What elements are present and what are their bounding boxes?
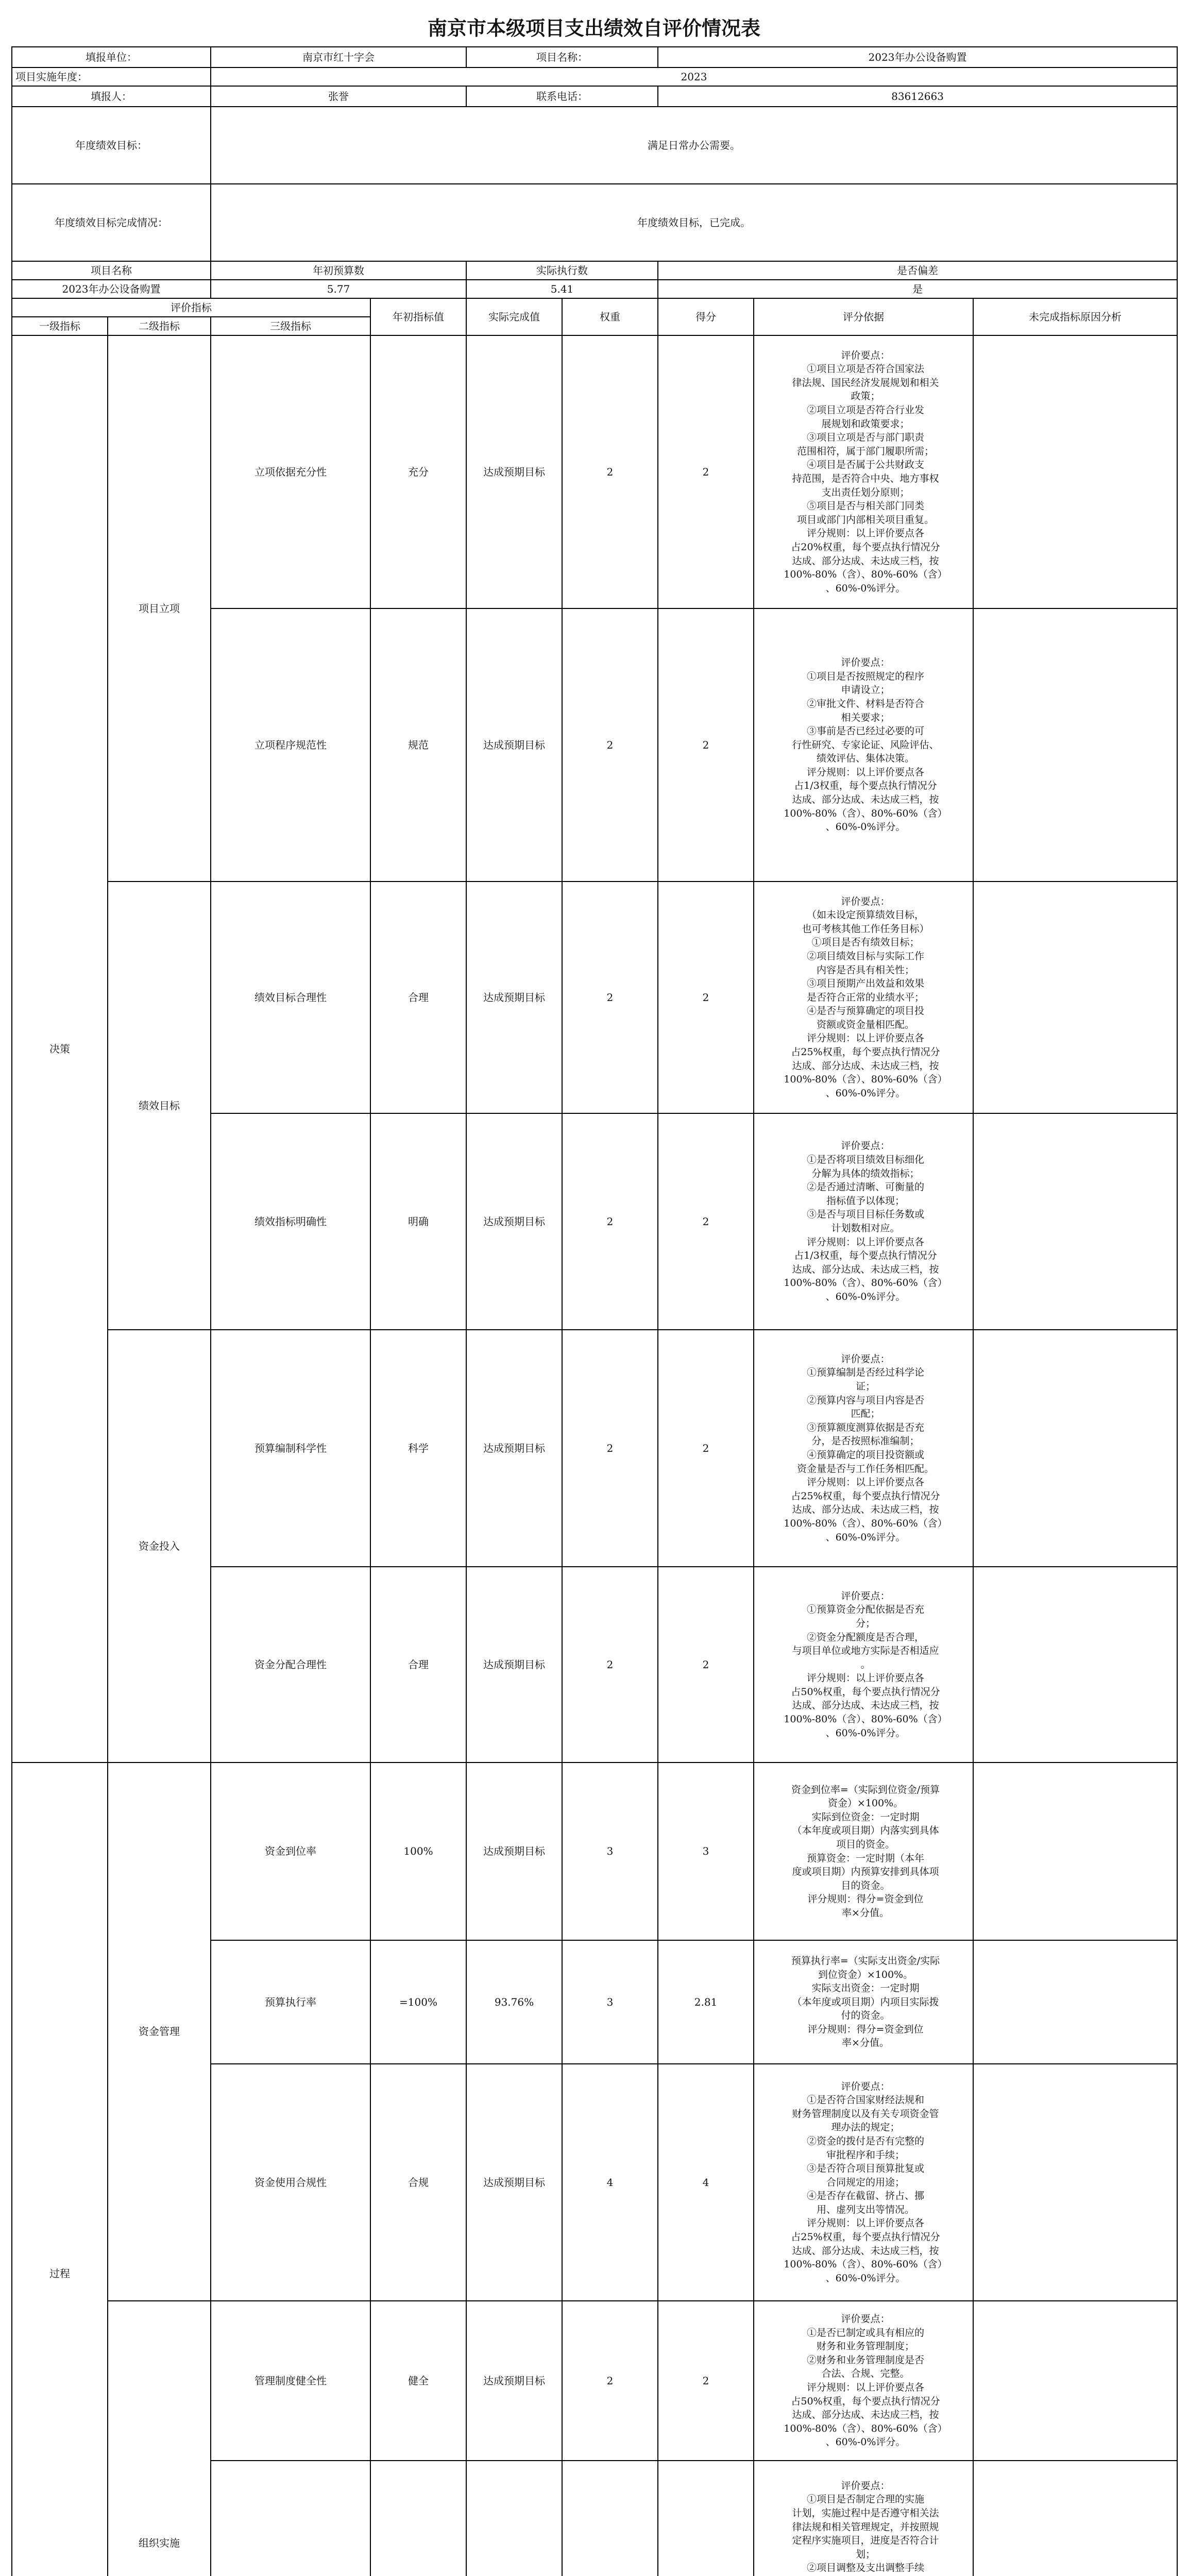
weight-cell: 2 bbox=[562, 1113, 658, 1330]
basis-line: 达成、部分达成、未达成三档，按 bbox=[792, 2245, 939, 2257]
basis-line: 占1/3权重，每个要点执行情况分 bbox=[794, 780, 937, 792]
basis-line: 支出责任划分原则； bbox=[821, 486, 910, 498]
page-title: 南京市本级项目支出绩效自评价情况表 bbox=[427, 16, 760, 40]
basis-line: 100%-80%（含）、80%-60%（含） bbox=[784, 2422, 947, 2434]
unit-value: 南京市红十字会 bbox=[211, 47, 466, 67]
basis-line: 占50%权重，每个要点执行情况分 bbox=[791, 1686, 940, 1698]
basis-line: ①项目是否按照规定的程序 bbox=[806, 670, 924, 682]
indicator-row bbox=[12, 882, 1177, 1113]
basis-line: 评价要点： bbox=[841, 2313, 890, 2325]
basis-line: 、60%-0%评分。 bbox=[825, 1727, 906, 1739]
level3-cell: 立项依据充分性 bbox=[211, 335, 370, 608]
basis-line: 评价要点： bbox=[841, 657, 890, 669]
target-cell bbox=[370, 2461, 466, 2576]
phone-value: 83612663 bbox=[658, 86, 1177, 107]
basis-cell bbox=[754, 2301, 973, 2461]
basis-line: ②是否通过清晰、可衡量的 bbox=[806, 1181, 924, 1193]
basis-line: 、60%-0%评分。 bbox=[825, 821, 906, 833]
target-cell: 100% bbox=[370, 1762, 466, 1940]
basis-line: 理办法的规定； bbox=[831, 2122, 900, 2133]
col-level3: 三级指标 bbox=[211, 317, 370, 335]
basis-line: 占25%权重，每个要点执行情况分 bbox=[791, 1046, 940, 1058]
basis-cell bbox=[754, 882, 973, 1113]
basis-line: 达成、部分达成、未达成三档，按 bbox=[792, 1060, 939, 1072]
basis-line: 资金量是否与工作任务相匹配。 bbox=[796, 1463, 934, 1475]
level3-cell: 资金使用合规性 bbox=[211, 2064, 370, 2301]
score-cell: 2 bbox=[658, 1113, 754, 1330]
weight-cell: 2 bbox=[562, 335, 658, 608]
level2-project-setup: 项目立项 bbox=[108, 335, 211, 882]
basis-line: 评分规则：以上评价要点各 bbox=[806, 528, 924, 539]
project-name-label: 项目名称： bbox=[466, 47, 658, 67]
basis-line: 达成、部分达成、未达成三档，按 bbox=[792, 2409, 939, 2421]
col-reason: 未完成指标原因分析 bbox=[973, 298, 1177, 335]
target-cell: 合理 bbox=[370, 1567, 466, 1762]
basis-line: 达成、部分达成、未达成三档，按 bbox=[792, 1263, 939, 1275]
weight-cell bbox=[562, 2461, 658, 2576]
level2-fund-input: 资金投入 bbox=[108, 1330, 211, 1762]
basis-line: 评价要点： bbox=[841, 1590, 890, 1602]
target-cell: 规范 bbox=[370, 608, 466, 882]
basis-cell bbox=[754, 2461, 973, 2576]
level3-cell: 绩效目标合理性 bbox=[211, 882, 370, 1113]
annual-goal-value: 满足日常办公需要。 bbox=[211, 107, 1177, 184]
basis-line: 资金）×100%。 bbox=[827, 1798, 904, 1809]
basis-line: ①预算编制是否经过科学论 bbox=[806, 1367, 924, 1379]
budget-value-row bbox=[12, 280, 1177, 298]
weight-cell: 2 bbox=[562, 1567, 658, 1762]
basis-line: 付的资金。 bbox=[841, 2010, 890, 2022]
basis-cell bbox=[754, 1113, 973, 1330]
basis-line: 实际支出资金：一定时期 bbox=[811, 1982, 920, 1994]
basis-line: 评分规则：以上评价要点各 bbox=[806, 1672, 924, 1684]
basis-line: 评价要点： bbox=[841, 1353, 890, 1365]
unit-label: 填报单位： bbox=[12, 47, 211, 67]
basis-line: 计划，实施过程中是否遵守相关法 bbox=[792, 2507, 939, 2519]
basis-line: ②项目绩效目标与实际工作 bbox=[806, 950, 924, 962]
basis-line: 占50%权重，每个要点执行情况分 bbox=[791, 2395, 940, 2407]
basis-line: 政策； bbox=[851, 391, 880, 402]
basis-line: ⑤项目是否与相关部门同类 bbox=[806, 500, 924, 512]
filler-label: 填报人： bbox=[12, 86, 211, 107]
score-cell: 2 bbox=[658, 335, 754, 608]
score-cell: 3 bbox=[658, 1762, 754, 1940]
score-cell: 2 bbox=[658, 1330, 754, 1567]
basis-line: ③预算额度测算依据是否充 bbox=[806, 1421, 924, 1433]
basis-line: 分； bbox=[855, 1617, 875, 1629]
basis-line: 实际到位资金：一定时期 bbox=[811, 1811, 920, 1823]
info-row-annual-goal bbox=[12, 107, 1177, 184]
budget-adjusted-value: 是 bbox=[658, 280, 1177, 298]
actual-cell bbox=[466, 2461, 562, 2576]
target-cell: 合规 bbox=[370, 2064, 466, 2301]
info-row-goal-done bbox=[12, 184, 1177, 261]
basis-line: 律法规、国民经济发展规划和相关 bbox=[792, 377, 939, 388]
score-cell: 2.81 bbox=[658, 1940, 754, 2064]
basis-line: 评分规则：得分=资金到位 bbox=[807, 2023, 924, 2035]
year-value: 2023 bbox=[211, 67, 1177, 86]
annual-goal-label: 年度绩效目标： bbox=[12, 107, 211, 184]
basis-line: ①项目是否有绩效目标； bbox=[811, 937, 920, 948]
budget-initial-value: 5.77 bbox=[211, 280, 466, 298]
basis-line: 评价要点： bbox=[841, 349, 890, 361]
phone-label: 联系电话： bbox=[466, 86, 658, 107]
basis-line: 财务管理制度以及有关专项资金管 bbox=[792, 2108, 939, 2120]
basis-line: ④是否存在截留、挤占、挪 bbox=[806, 2190, 924, 2202]
basis-line: ③项目预期产出效益和效果 bbox=[806, 978, 924, 990]
reason-cell bbox=[973, 1567, 1177, 1762]
basis-line: ④预算确定的项目投资额或 bbox=[806, 1449, 924, 1461]
basis-line: （本年度或项目期）内项目实际拨 bbox=[792, 1996, 939, 2008]
basis-line: 内容是否具有相关性； bbox=[816, 964, 914, 976]
actual-cell: 达成预期目标 bbox=[466, 608, 562, 882]
filler-value: 张誉 bbox=[211, 86, 466, 107]
basis-line: 评分规则：以上评价要点各 bbox=[806, 1236, 924, 1248]
basis-line: ①项目立项是否符合国家法 bbox=[806, 363, 924, 375]
score-cell: 2 bbox=[658, 882, 754, 1113]
basis-line: 100%-80%（含）、80%-60%（含） bbox=[784, 2259, 947, 2270]
basis-line: 占25%权重，每个要点执行情况分 bbox=[791, 1490, 940, 1502]
basis-line: 占1/3权重，每个要点执行情况分 bbox=[794, 1250, 937, 1262]
basis-line: 占20%权重，每个要点执行情况分 bbox=[791, 541, 940, 553]
reason-cell bbox=[973, 1330, 1177, 1567]
basis-line: ②项目立项是否符合行业发 bbox=[806, 404, 924, 416]
basis-line: ①项目是否制定合理的实施 bbox=[806, 2494, 924, 2505]
basis-line: ①是否已制定或具有相应的 bbox=[806, 2327, 924, 2338]
basis-line: 评分规则：以上评价要点各 bbox=[806, 2382, 924, 2393]
basis-line: 、60%-0%评分。 bbox=[825, 1087, 906, 1099]
actual-cell: 达成预期目标 bbox=[466, 1113, 562, 1330]
basis-line: 、60%-0%评分。 bbox=[825, 1531, 906, 1543]
basis-line: 达成、部分达成、未达成三档，按 bbox=[792, 555, 939, 567]
actual-cell: 达成预期目标 bbox=[466, 2064, 562, 2301]
basis-line: （本年度或项目期）内落实到具体 bbox=[792, 1825, 939, 1837]
basis-line: 持范围，是否符合中央、地方事权 bbox=[792, 473, 939, 484]
basis-line: ③是否符合项目预算批复或 bbox=[806, 2163, 924, 2175]
level3-cell: 预算执行率 bbox=[211, 1940, 370, 2064]
basis-line: 与项目单位或地方实际是否相适应 bbox=[792, 1645, 939, 1657]
level2-fund-mgmt: 资金管理 bbox=[108, 1762, 211, 2301]
basis-line: 评分规则：以上评价要点各 bbox=[806, 766, 924, 778]
score-cell: 2 bbox=[658, 2301, 754, 2461]
basis-line: ①是否符合国家财经法规和 bbox=[806, 2094, 924, 2106]
basis-line: 申请设立； bbox=[841, 684, 890, 696]
basis-line: 到位资金）×100%。 bbox=[818, 1969, 913, 1980]
basis-line: 达成、部分达成、未达成三档，按 bbox=[792, 1700, 939, 1711]
indicator-header-row-1 bbox=[12, 298, 1177, 317]
goal-done-label: 年度绩效目标完成情况： bbox=[12, 184, 211, 261]
basis-line: 100%-80%（含）、80%-60%（含） bbox=[784, 1074, 947, 1086]
basis-line: 度或项目期）内预算安排到具体项 bbox=[792, 1866, 939, 1878]
score-cell: 2 bbox=[658, 608, 754, 882]
actual-cell: 93.76% bbox=[466, 1940, 562, 2064]
level3-cell: 管理制度健全性 bbox=[211, 2301, 370, 2461]
project-name-value: 2023年办公设备购置 bbox=[658, 47, 1177, 67]
basis-line: 资额或资金量相匹配。 bbox=[816, 1019, 914, 1030]
reason-cell bbox=[973, 882, 1177, 1113]
score-cell: 4 bbox=[658, 2064, 754, 2301]
basis-line: 评分规则：得分=资金到位 bbox=[807, 1893, 924, 1905]
basis-line: 展规划和政策要求； bbox=[821, 418, 910, 430]
basis-line: 占25%权重，每个要点执行情况分 bbox=[791, 2231, 940, 2243]
basis-line: 财务和业务管理制度； bbox=[816, 2341, 914, 2352]
self-evaluation-table bbox=[11, 46, 1178, 2576]
basis-line: 、60%-0%评分。 bbox=[825, 2436, 906, 2448]
basis-line: 律法规和相关管理规定，并按照规 bbox=[792, 2521, 939, 2533]
basis-line: 评分规则：以上评价要点各 bbox=[806, 1032, 924, 1044]
basis-line: 率×分值。 bbox=[842, 1907, 889, 1919]
actual-cell: 达成预期目标 bbox=[466, 882, 562, 1113]
basis-line: 是否符合正常的业绩水平； bbox=[806, 991, 924, 1003]
budget-col-project: 项目名称 bbox=[12, 261, 211, 280]
basis-line: ④项目是否属于公共财政支 bbox=[806, 459, 924, 471]
level2-perf-goal: 绩效目标 bbox=[108, 882, 211, 1330]
level3-cell: 资金到位率 bbox=[211, 1762, 370, 1940]
basis-line: ②资金分配额度是否合理， bbox=[806, 1631, 924, 1643]
budget-col-actual: 实际执行数 bbox=[466, 261, 658, 280]
basis-line: 评价要点： bbox=[841, 2480, 890, 2492]
col-score: 得分 bbox=[658, 298, 754, 335]
year-label: 项目实施年度： bbox=[12, 67, 211, 86]
basis-cell bbox=[754, 1567, 973, 1762]
target-cell: 科学 bbox=[370, 1330, 466, 1567]
info-row-year bbox=[12, 67, 1177, 86]
actual-cell: 达成预期目标 bbox=[466, 2301, 562, 2461]
basis-line: ④是否与预算确定的项目投 bbox=[806, 1005, 924, 1017]
target-cell: 明确 bbox=[370, 1113, 466, 1330]
basis-line: 也可考核其他工作任务目标） bbox=[802, 923, 929, 935]
basis-line: ②财务和业务管理制度是否 bbox=[806, 2354, 924, 2366]
level3-cell: 立项程序规范性 bbox=[211, 608, 370, 882]
level3-cell: 预算编制科学性 bbox=[211, 1330, 370, 1567]
budget-col-initial: 年初预算数 bbox=[211, 261, 466, 280]
basis-line: 合同规定的用途； bbox=[826, 2176, 905, 2188]
indicator-row bbox=[12, 335, 1177, 608]
basis-line: 。 bbox=[860, 1658, 871, 1670]
basis-line: 达成、部分达成、未达成三档，按 bbox=[792, 1504, 939, 1516]
basis-line: 、60%-0%评分。 bbox=[825, 2272, 906, 2284]
actual-cell: 达成预期目标 bbox=[466, 1762, 562, 1940]
basis-line: 匹配； bbox=[851, 1408, 880, 1420]
basis-cell bbox=[754, 335, 973, 608]
basis-line: 100%-80%（含）、80%-60%（含） bbox=[784, 1277, 947, 1289]
target-cell: 健全 bbox=[370, 2301, 466, 2461]
col-level1: 一级指标 bbox=[12, 317, 108, 335]
level1-decision: 决策 bbox=[12, 335, 108, 1762]
basis-line: ③项目立项是否与部门职责 bbox=[806, 432, 924, 444]
basis-line: ②审批文件、材料是否符合 bbox=[806, 698, 924, 709]
basis-line: 范围相符，属于部门履职所需； bbox=[796, 445, 934, 457]
basis-cell bbox=[754, 2064, 973, 2301]
level3-cell: 资金分配合理性 bbox=[211, 1567, 370, 1762]
basis-line: 率×分值。 bbox=[842, 2037, 889, 2049]
budget-header-row bbox=[12, 261, 1177, 280]
basis-line: 分，是否按照标准编制； bbox=[811, 1435, 920, 1447]
reason-cell bbox=[973, 2064, 1177, 2301]
basis-line: 评分规则：以上评价要点各 bbox=[806, 2217, 924, 2229]
actual-cell: 达成预期目标 bbox=[466, 1567, 562, 1762]
reason-cell bbox=[973, 335, 1177, 608]
basis-line: （如未设定预算绩效目标， bbox=[806, 909, 924, 921]
weight-cell: 2 bbox=[562, 608, 658, 882]
basis-line: 100%-80%（含）、80%-60%（含） bbox=[784, 807, 947, 819]
basis-line: 资金到位率=（实际到位资金/预算 bbox=[791, 1784, 940, 1795]
basis-line: ①是否将项目绩效目标细化 bbox=[806, 1154, 924, 1166]
basis-line: 绩效评估、集体决策。 bbox=[816, 753, 914, 765]
basis-line: 、60%-0%评分。 bbox=[825, 1291, 906, 1302]
weight-cell: 2 bbox=[562, 1330, 658, 1567]
budget-actual-value: 5.41 bbox=[466, 280, 658, 298]
basis-line: ②资金的拨付是否有完整的 bbox=[806, 2135, 924, 2147]
basis-line: 评价要点： bbox=[841, 1140, 890, 1152]
indicator-row bbox=[12, 1762, 1177, 1940]
basis-line: 100%-80%（含）、80%-60%（含） bbox=[784, 1714, 947, 1725]
target-cell: 合理 bbox=[370, 882, 466, 1113]
indicator-row bbox=[12, 1330, 1177, 1567]
reason-cell bbox=[973, 2301, 1177, 2461]
reason-cell bbox=[973, 608, 1177, 882]
level1-process: 过程 bbox=[12, 1762, 108, 2576]
basis-line: 项目或部门内部相关项目重复。 bbox=[796, 514, 934, 526]
budget-col-adjusted: 是否偏差 bbox=[658, 261, 1177, 280]
col-weight: 权重 bbox=[562, 298, 658, 335]
basis-line: 划； bbox=[855, 2548, 875, 2560]
reason-cell bbox=[973, 1762, 1177, 1940]
goal-done-value: 年度绩效目标，已完成。 bbox=[211, 184, 1177, 261]
reason-cell bbox=[973, 2461, 1177, 2576]
col-actual: 实际完成值 bbox=[466, 298, 562, 335]
target-cell: 充分 bbox=[370, 335, 466, 608]
basis-cell bbox=[754, 1330, 973, 1567]
basis-line: 计划数相对应。 bbox=[831, 1223, 900, 1234]
weight-cell: 2 bbox=[562, 882, 658, 1113]
basis-line: 相关要求； bbox=[841, 711, 890, 723]
col-level2: 二级指标 bbox=[108, 317, 211, 335]
actual-cell: 达成预期目标 bbox=[466, 1330, 562, 1567]
basis-line: 行性研究、专家论证、风险评估、 bbox=[792, 739, 939, 751]
target-cell: =100% bbox=[370, 1940, 466, 2064]
basis-line: 证； bbox=[855, 1381, 875, 1393]
info-row-filler bbox=[12, 86, 1177, 107]
score-cell: 2 bbox=[658, 1567, 754, 1762]
basis-line: 评价要点： bbox=[841, 2080, 890, 2092]
weight-cell: 4 bbox=[562, 2064, 658, 2301]
basis-line: 、60%-0%评分。 bbox=[825, 582, 906, 594]
basis-line: ②项目调整及支出调整手续 bbox=[806, 2562, 924, 2574]
col-basis: 评分依据 bbox=[754, 298, 973, 335]
reason-cell bbox=[973, 1940, 1177, 2064]
basis-line: ②预算内容与项目内容是否 bbox=[806, 1394, 924, 1406]
weight-cell: 3 bbox=[562, 1940, 658, 2064]
actual-cell: 达成预期目标 bbox=[466, 335, 562, 608]
basis-line: 合法、合规、完整。 bbox=[821, 2368, 910, 2380]
budget-project-name: 2023年办公设备购置 bbox=[12, 280, 211, 298]
basis-line: ①预算资金分配依据是否充 bbox=[806, 1604, 924, 1616]
basis-cell bbox=[754, 1762, 973, 1940]
reason-cell bbox=[973, 1113, 1177, 1330]
level3-cell: 绩效指标明确性 bbox=[211, 1113, 370, 1330]
basis-line: 达成、部分达成、未达成三档，按 bbox=[792, 794, 939, 806]
basis-line: 指标值予以体现； bbox=[826, 1195, 905, 1207]
basis-line: 100%-80%（含）、80%-60%（含） bbox=[784, 1517, 947, 1529]
weight-cell: 3 bbox=[562, 1762, 658, 1940]
indicator-row bbox=[12, 2301, 1177, 2461]
basis-line: 100%-80%（含）、80%-60%（含） bbox=[784, 569, 947, 581]
basis-line: 审批程序和手续； bbox=[826, 2149, 905, 2161]
basis-cell bbox=[754, 608, 973, 882]
level2-org-impl: 组织实施 bbox=[108, 2301, 211, 2576]
col-target: 年初指标值 bbox=[370, 298, 466, 335]
basis-line: 评价要点： bbox=[841, 895, 890, 907]
basis-line: 目的资金。 bbox=[841, 1879, 890, 1891]
basis-line: 预算执行率=（实际支出资金/实际 bbox=[791, 1955, 940, 1967]
basis-line: 评分规则：以上评价要点各 bbox=[806, 1477, 924, 1488]
basis-line: 定程序实施项目，进度是否符合计 bbox=[792, 2535, 939, 2547]
basis-line: ③是否与项目目标任务数或 bbox=[806, 1209, 924, 1221]
basis-cell bbox=[754, 1940, 973, 2064]
weight-cell: 2 bbox=[562, 2301, 658, 2461]
basis-line: 项目的资金。 bbox=[836, 1838, 895, 1850]
basis-line: 用、虚列支出等情况。 bbox=[816, 2204, 914, 2215]
score-cell bbox=[658, 2461, 754, 2576]
info-row-unit bbox=[12, 47, 1177, 67]
basis-line: 预算资金：一定时期（本年 bbox=[806, 1852, 924, 1864]
indicator-header: 评价指标 bbox=[12, 298, 370, 317]
basis-line: 分解为具体的绩效指标； bbox=[811, 1167, 920, 1179]
level3-cell bbox=[211, 2461, 370, 2576]
basis-line: ③事前是否已经过必要的可 bbox=[806, 725, 924, 737]
